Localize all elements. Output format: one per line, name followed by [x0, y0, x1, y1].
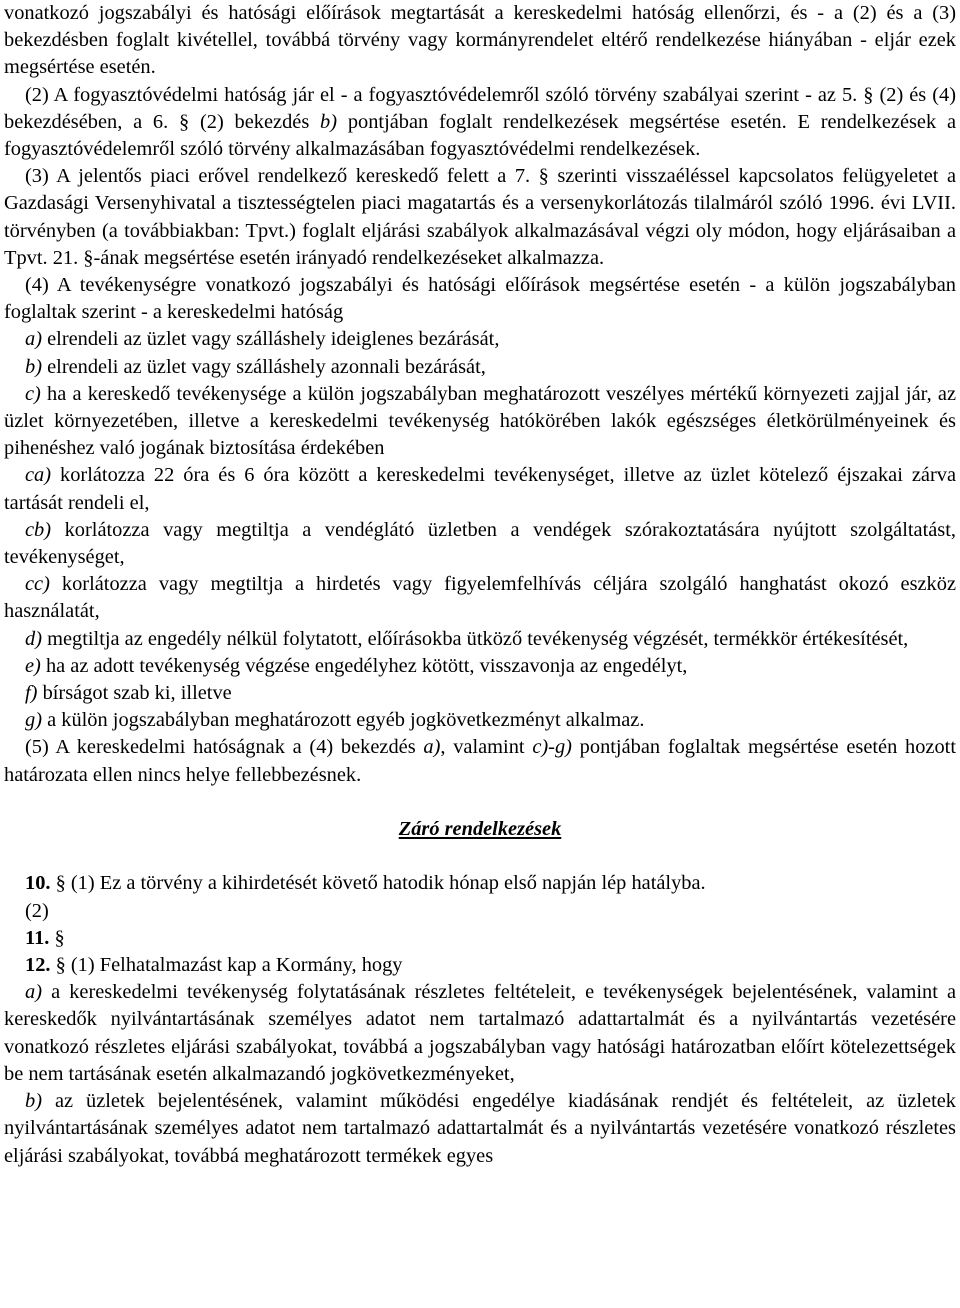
point-e: e) ha az adott tevékenység végzése engedélyhez kötött, visszavonja az engedélyt, [25, 654, 688, 677]
point-cb: cb) korlátozza vagy megtiltja a vendéglátó üzletben a vendégek szórakoztatására nyújtott szolgáltatást, tevékenységet, [4, 518, 956, 569]
article-12-point-a: a) a kereskedelmi tevékenység folytatásának részletes feltételeit, e tevékenységek bejelentésének, valamint a kereskedők nyilvántartásának személyes adatot nem tartalmazó adattartalmát és a nyilvántartás vezetésére vonatkozó részletes eljárási szabályokat, továbbá a jogszabályban vagy hatósági határozatban előírt kötelezettségek be nem tartásának esetén alkalmazandó jogkövetkezményeket, [4, 981, 956, 1085]
article-11: 11. § [25, 926, 65, 949]
point-b: b) elrendeli az üzlet vagy szálláshely azonnali bezárását, [25, 355, 486, 378]
paragraph-4: (4) A tevékenységre vonatkozó jogszabályi és hatósági előírások megsértése esetén - a külön jogszabályban foglaltak szerint - a kereskedelmi hatóság [4, 274, 956, 324]
article-12: 12. § (1) Felhatalmazást kap a Kormány, hogy [25, 954, 403, 977]
paragraph-1-continuation: vonatkozó jogszabályi és hatósági előírások megtartását a kereskedelmi hatóság ellenőrzi, és - a (2) és a (3) bekezdésben foglalt kivétellel, továbbá törvény vagy kormányrendelet eltérő rendelkezése hiányában - eljár ezek megsértése esetén. [4, 2, 956, 79]
spacer [4, 789, 956, 816]
section-heading: Záró rendelkezések [398, 818, 562, 841]
point-a: a) elrendeli az üzlet vagy szálláshely ideiglenes bezárását, [25, 328, 500, 351]
paragraph-5: (5) A kereskedelmi hatóságnak a (4) bekezdés a), valamint c)-g) pontjában foglaltak megsértése esetén hozott határozata ellen nincs helye fellebbezésnek. [4, 736, 956, 786]
point-ca: ca) korlátozza 22 óra és 6 óra között a kereskedelmi tevékenységet, illetve az üzlet kötelező éjszakai zárva tartását rendeli el, [4, 464, 956, 514]
point-cc: cc) korlátozza vagy megtiltja a hirdetés vagy figyelemfelhívás céljára szolgáló hanghatást okozó eszköz használatát, [4, 573, 956, 623]
point-c: c) ha a kereskedő tevékenysége a külön jogszabályban meghatározott veszélyes mértékű környezeti zajjal jár, az üzlet környezetében, illetve a kereskedelmi tevékenység hatókörében lakók egészséges életkörülményeinek és pihenéshez való jogának biztosítása érdekében [4, 382, 956, 460]
point-g: g) a külön jogszabályban meghatározott egyéb jogkövetkezményt alkalmaz. [25, 709, 645, 732]
paragraph-3: (3) A jelentős piaci erővel rendelkező kereskedő felett a 7. § szerinti visszaéléssel kapcsolatos felügyeletet a Gazdasági Versenyhivatal a tisztességtelen piaci magatartás és a versenykorlátozás tilalmáról szóló 1996. évi LVII. törvényben (a továbbiakban: Tpvt.) foglalt eljárási szabályok alkalmazásával végzi oly módon, hogy eljárásaiban a Tpvt. 21. §-ának megsértése esetén irányadó rendelkezéseket alkalmazza. [4, 165, 956, 269]
document-page [4, 0, 956, 1170]
article-10-paragraph-2: (2) [25, 899, 49, 922]
spacer [4, 843, 956, 870]
point-d: d) megtiltja az engedély nélkül folytatott, előírásokba ütköző tevékenység végzését, termékkör értékesítését, [25, 627, 909, 650]
point-f: f) bírságot szab ki, illetve [25, 682, 232, 705]
article-10: 10. § (1) Ez a törvény a kihirdetését követő hatodik hónap első napján lép hatályba. [25, 872, 706, 895]
article-12-point-b: b) az üzletek bejelentésének, valamint működési engedélye kiadásának rendjét és feltételeit, az üzletek nyilvántartásának személyes adatot nem tartalmazó adattartalmát és a nyilvántartás vezetésére vonatkozó részletes eljárási szabályokat, továbbá meghatározott termékek egyes [4, 1090, 956, 1167]
paragraph-2: (2) A fogyasztóvédelmi hatóság jár el - a fogyasztóvédelemről szóló törvény szabályai szerint - az 5. § (2) és (4) bekezdésében, a 6. § (2) bekezdés b) pontjában foglalt rendelkezések megsértése esetén. E rendelkezések a fogyasztóvédelemről szóló törvény alkalmazásában fogyasztóvédelmi rendelkezések. [4, 83, 957, 161]
